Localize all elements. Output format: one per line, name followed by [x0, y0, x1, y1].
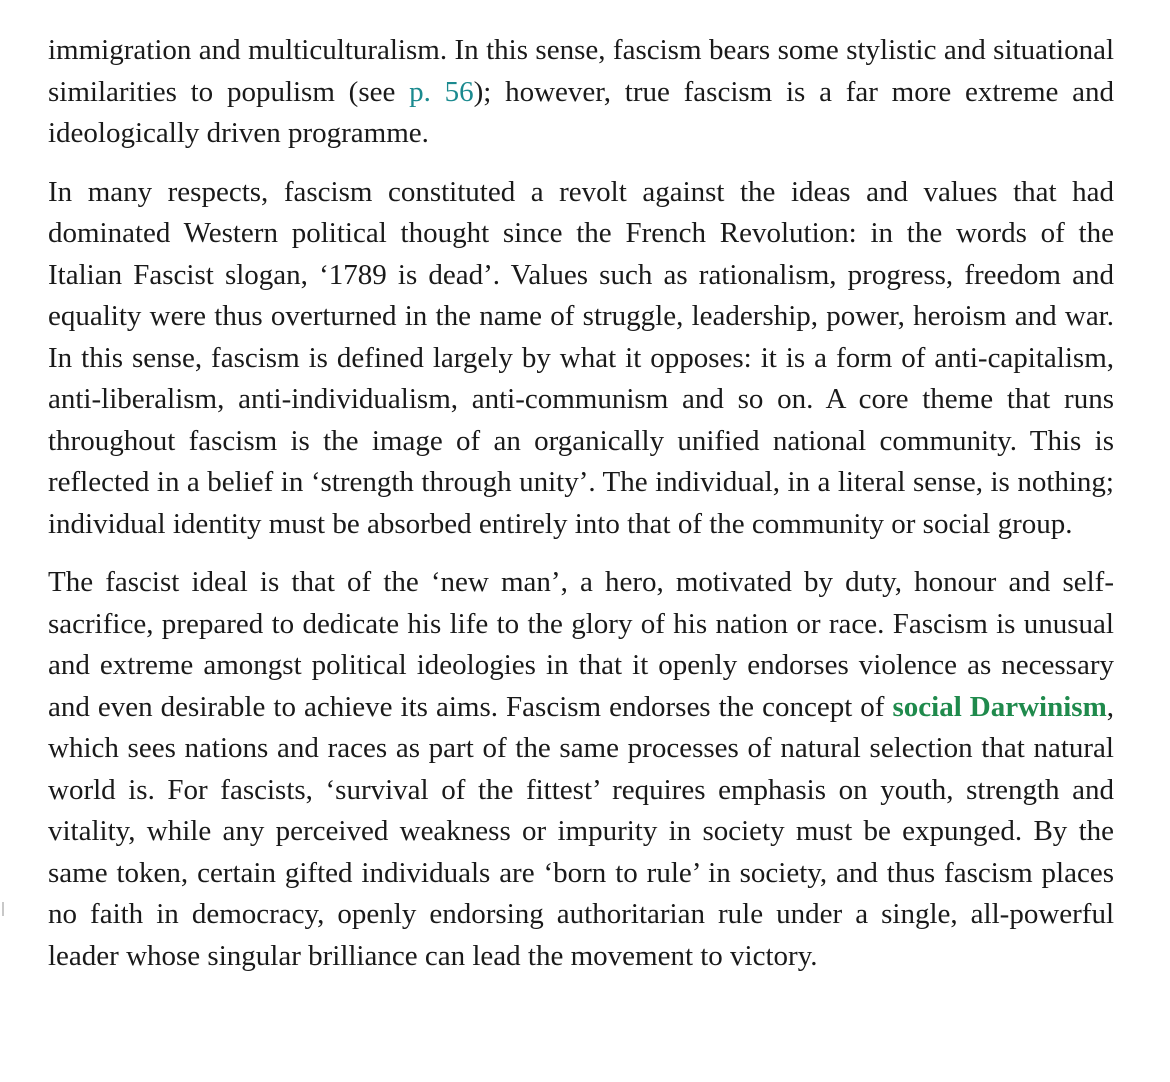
- text-segment: The fascist ideal is that of the ‘new man’, a hero, motivated by duty, honour and self-sacrifice, prepared to dedicate his life to the glory of his nation or race. Fascism is unusual and extreme amongst political ideologies in that it openly endorses violence as necessary and even desirable to achieve its aims. Fascism endorses the concept of: [48, 566, 1114, 723]
- text-segment: In many respects, fascism constituted a revolt against the ideas and values that had dominated Western political thought since the French Revolution: in the words of the Italian Fascist slogan, ‘1789 is dead’. Values such as rationalism, progress, freedom and equality were thus overturned in the name of struggle, leadership, power, heroism and war. In this sense, fascism is defined largely by what it opposes: it is a form of anti-capitalism, anti-liberalism, anti-individualism, anti-communism and so on. A core theme that runs throughout fascism is the image of an organically unified national community. This is reflected in a belief in ‘strength through unity’. The individual, in a literal sense, is nothing; individual identity must be absorbed entirely into that of the community or social group.: [48, 175, 1114, 540]
- paragraph: [48, 562, 1114, 977]
- text-segment: immigration and multiculturalism. In this sense, fascism bears some stylistic and situational similarities to populism (see: [48, 34, 1114, 108]
- margin-mark: [2, 902, 4, 916]
- paragraph: [48, 172, 1114, 546]
- text-segment: ); however, true fascism is a far more extreme and ideologically driven programme.: [48, 75, 1115, 149]
- page-reference-link[interactable]: p. 56: [409, 75, 474, 108]
- document-body: [48, 30, 1114, 994]
- glossary-term-social-darwinism[interactable]: social Darwinism: [892, 690, 1107, 723]
- paragraph: [48, 30, 1114, 155]
- text-segment: , which sees nations and races as part of the same processes of natural selection that natural world is. For fascists, ‘survival of the fittest’ requires emphasis on youth, strength and vitality, while any perceived weakness or impurity in society must be expunged. By the same token, certain gifted individuals are ‘born to rule’ in society, and thus fascism places no faith in democracy, openly endorsing authoritarian rule under a single, all-powerful leader whose singular brilliance can lead the movement to victory.: [48, 690, 1114, 972]
